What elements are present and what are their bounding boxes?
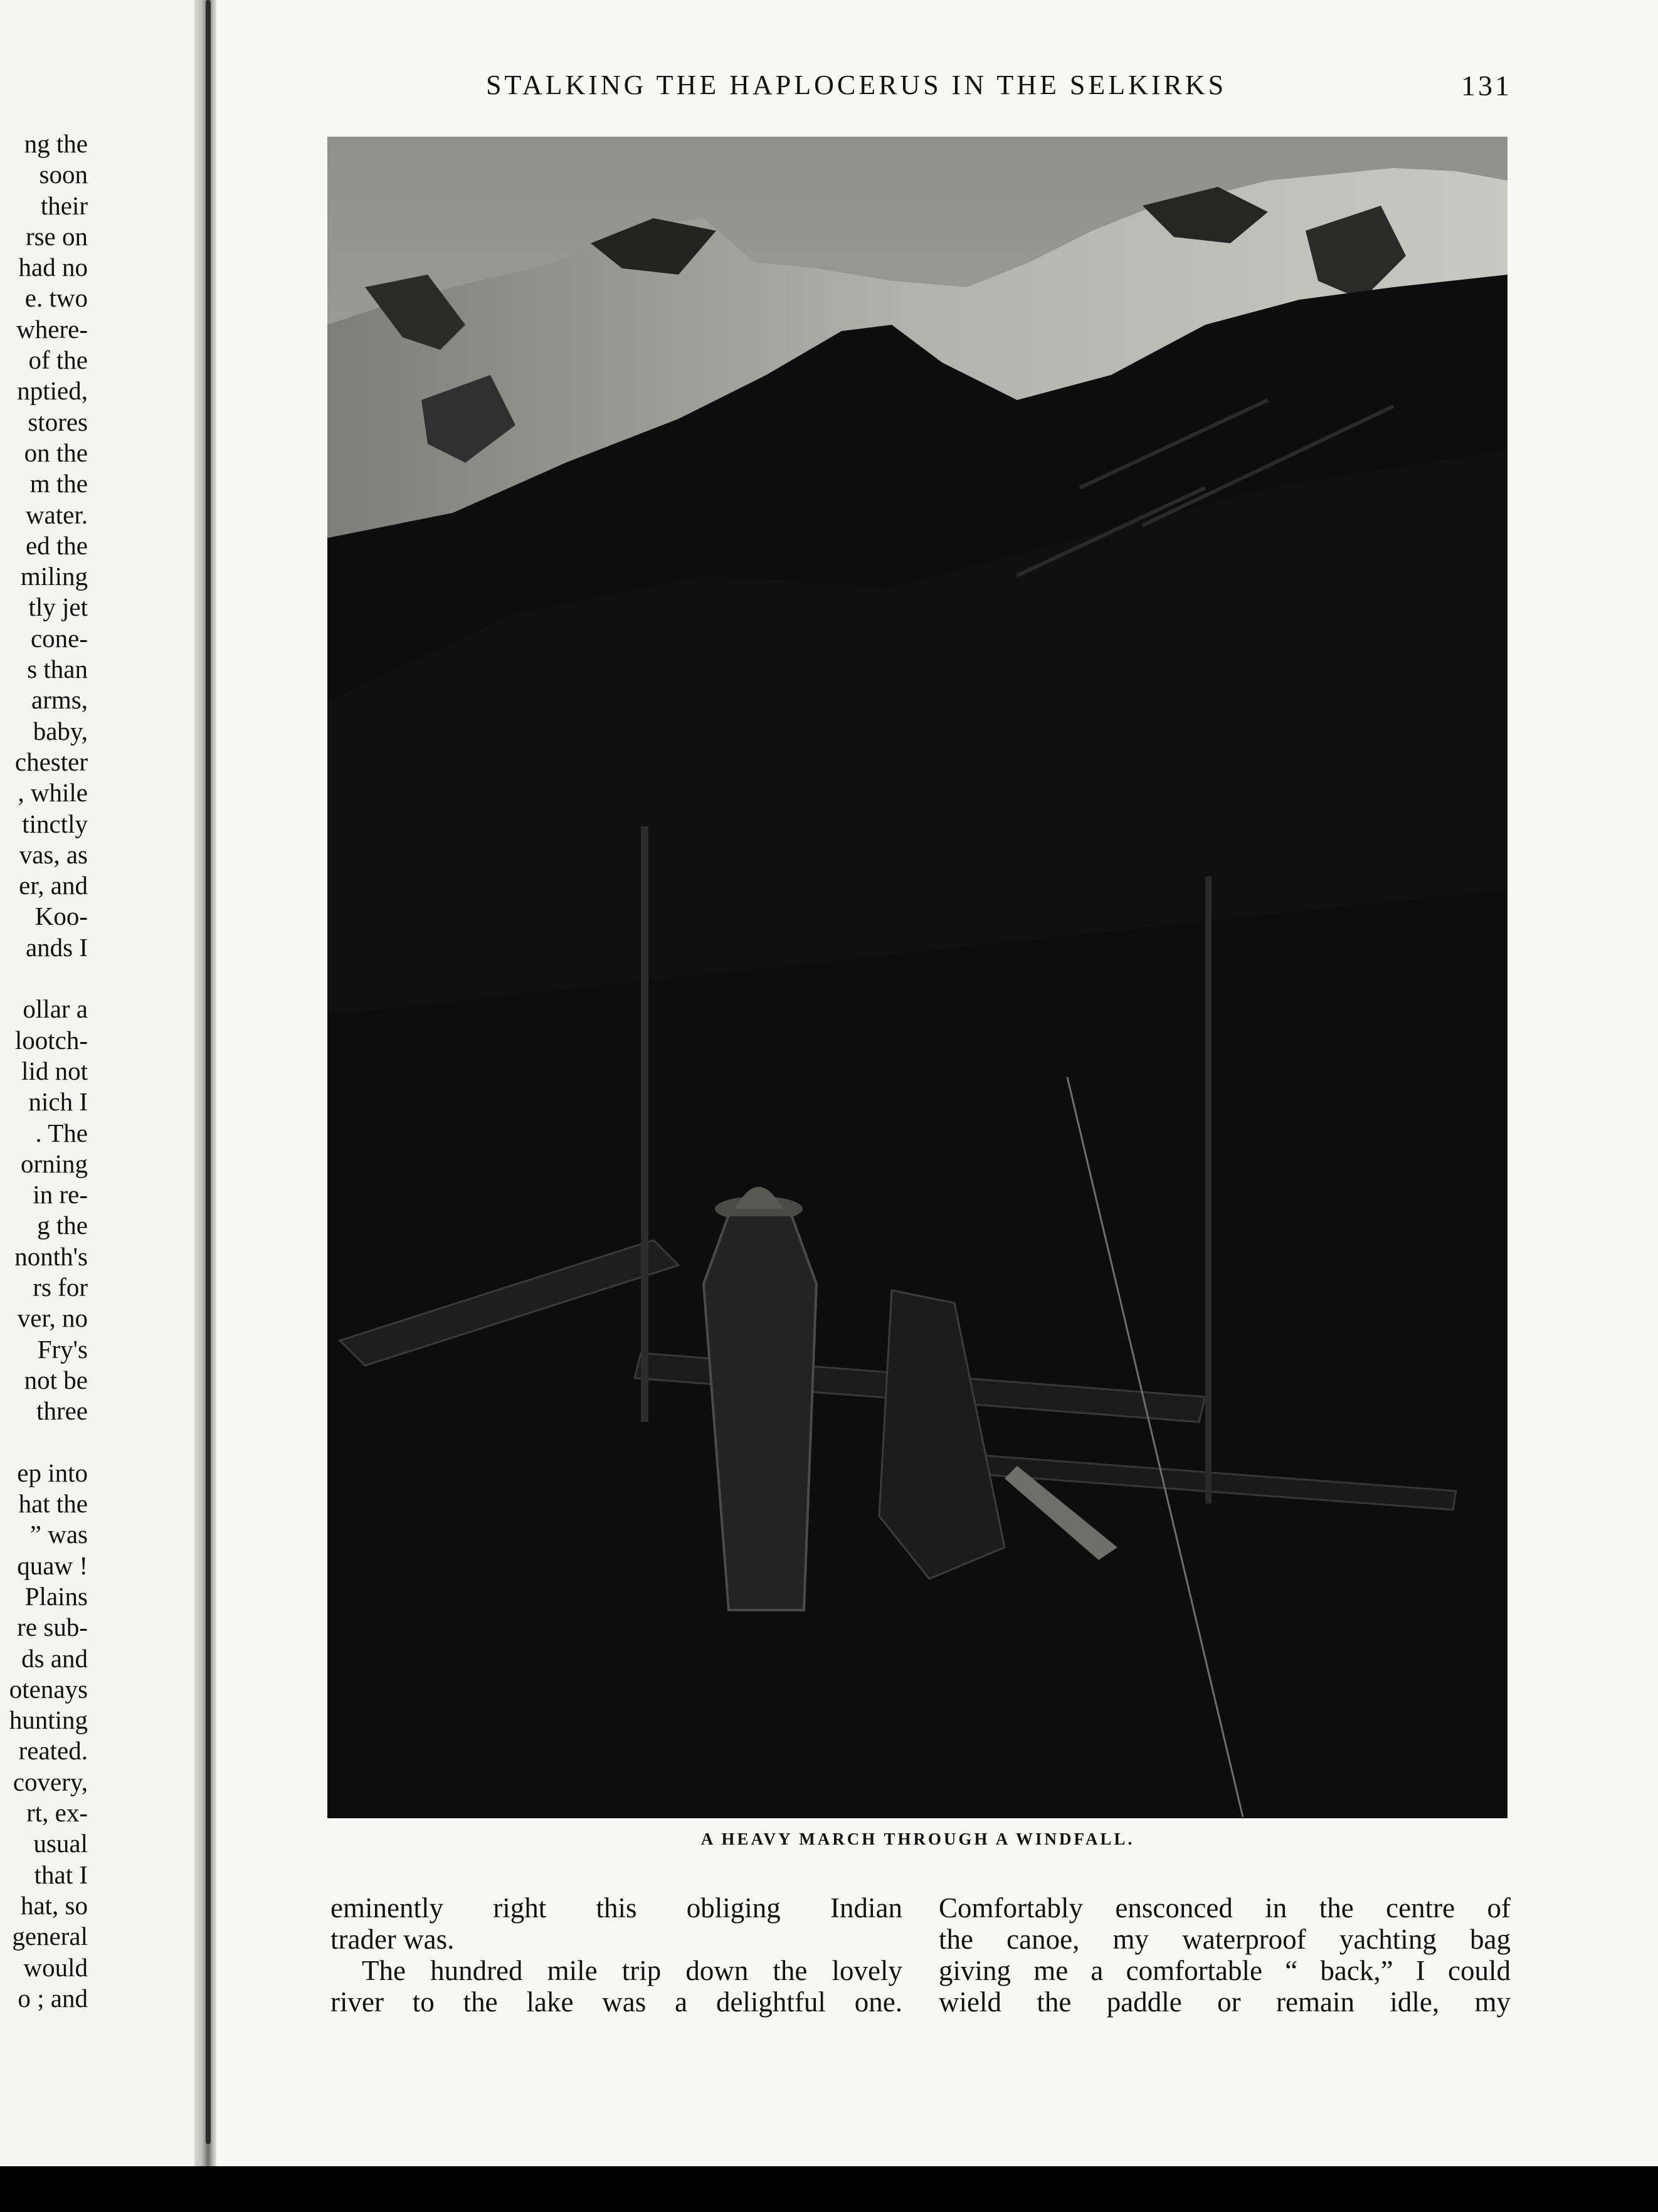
previous-page-line: rs for xyxy=(33,1272,88,1302)
previous-page-line: otenays xyxy=(9,1674,88,1704)
previous-page-line: arms, xyxy=(31,685,88,715)
previous-page-line: would xyxy=(23,1952,88,1982)
previous-page-line: lid not xyxy=(21,1056,88,1085)
previous-page-line: cone- xyxy=(30,623,88,653)
previous-page xyxy=(0,0,201,2157)
current-page xyxy=(216,0,1658,2166)
previous-page-line: usual xyxy=(33,1829,88,1858)
previous-page-line: had no xyxy=(18,253,88,282)
previous-page-line: vas, as xyxy=(19,840,88,869)
previous-page-line: ” was xyxy=(29,1520,88,1549)
previous-page-line xyxy=(0,963,88,994)
previous-page-line: s than xyxy=(27,655,88,684)
previous-page-line: reated. xyxy=(18,1736,88,1766)
previous-page-line: on the xyxy=(24,438,88,467)
previous-page-line: stores xyxy=(28,407,88,436)
previous-page-line: ds and xyxy=(21,1643,88,1673)
previous-page-line: of the xyxy=(28,345,88,375)
body-line: trader was. xyxy=(330,1924,455,1955)
illustration-windfall xyxy=(327,137,1508,1818)
gutter-fold xyxy=(206,0,211,2144)
previous-page-line: chester xyxy=(14,747,88,776)
previous-page-line: not be xyxy=(24,1365,88,1394)
previous-page-line: o ; and xyxy=(18,1983,88,2013)
previous-page-line: tly jet xyxy=(28,592,88,622)
body-line: The hundred mile trip down the lovely xyxy=(362,1955,902,1986)
running-title: STALKING THE HAPLOCERUS IN THE SELKIRKS xyxy=(486,70,1227,100)
previous-page-line: e. two xyxy=(24,283,88,313)
previous-page-line: water. xyxy=(25,500,88,529)
previous-page-line: g the xyxy=(37,1211,88,1240)
body-line: river to the lake was a delightful one. xyxy=(330,1986,902,2018)
previous-page-line: ollar a xyxy=(23,994,88,1024)
previous-page-line: hat, so xyxy=(20,1890,88,1920)
previous-page-line: in re- xyxy=(33,1180,88,1209)
previous-page-line: soon xyxy=(39,160,88,189)
previous-page-line: that I xyxy=(34,1860,88,1889)
previous-page-line: nonth's xyxy=(14,1241,88,1271)
previous-page-line: m the xyxy=(29,469,88,498)
scan-border xyxy=(0,2166,1658,2212)
previous-page-line: Plains xyxy=(24,1581,88,1611)
previous-page-line: rt, ex- xyxy=(26,1798,88,1828)
previous-page-line: lootch- xyxy=(14,1025,88,1055)
previous-page-line: nich I xyxy=(28,1087,88,1117)
previous-page-line: orning xyxy=(20,1149,88,1178)
previous-page-line: , while xyxy=(18,778,88,808)
body-line: the canoe, my waterproof yachting bag xyxy=(939,1924,1511,1955)
previous-page-line xyxy=(0,1426,88,1457)
previous-page-line: where- xyxy=(16,314,88,344)
illustration-drawing xyxy=(327,137,1508,1818)
page-number: 131 xyxy=(1461,70,1512,102)
previous-page-line: quaw ! xyxy=(17,1551,88,1580)
body-line: giving me a comfortable “ back,” I could xyxy=(939,1955,1511,1986)
previous-page-line: general xyxy=(12,1922,88,1951)
previous-page-line: tinctly xyxy=(22,809,88,838)
previous-page-line: ng the xyxy=(24,129,88,158)
previous-page-line: their xyxy=(40,191,88,220)
previous-page-line: . The xyxy=(35,1118,88,1147)
tree-trunk xyxy=(641,826,648,1422)
previous-page-line: rse on xyxy=(25,221,88,251)
body-column-left xyxy=(330,1892,902,2018)
previous-page-line: Fry's xyxy=(37,1334,88,1364)
previous-page-line: er, and xyxy=(19,871,88,900)
previous-page-line: nptied, xyxy=(17,376,88,406)
previous-page-line: Koo- xyxy=(34,902,88,931)
body-line: Comfortably ensconced in the centre of xyxy=(939,1892,1511,1924)
previous-page-line: covery, xyxy=(13,1767,88,1796)
tree-trunk xyxy=(1205,877,1212,1504)
previous-page-line: ands I xyxy=(25,932,88,962)
previous-page-line: hunting xyxy=(9,1705,88,1735)
previous-page-line: baby, xyxy=(33,716,88,745)
previous-page-line: ep into xyxy=(17,1458,88,1487)
previous-page-line: ed the xyxy=(25,530,88,560)
previous-page-text xyxy=(0,129,88,2014)
body-column-right xyxy=(939,1892,1511,2018)
body-line: wield the paddle or remain idle, my xyxy=(939,1986,1511,2018)
previous-page-line: miling xyxy=(20,562,88,591)
previous-page-line: three xyxy=(36,1396,88,1426)
illustration-caption: A HEAVY MARCH THROUGH A WINDFALL. xyxy=(700,1830,1135,1848)
body-line: eminently right this obliging Indian xyxy=(330,1892,902,1924)
previous-page-line: hat the xyxy=(18,1489,88,1519)
previous-page-line: re sub- xyxy=(17,1613,88,1642)
previous-page-line: ver, no xyxy=(17,1304,88,1333)
